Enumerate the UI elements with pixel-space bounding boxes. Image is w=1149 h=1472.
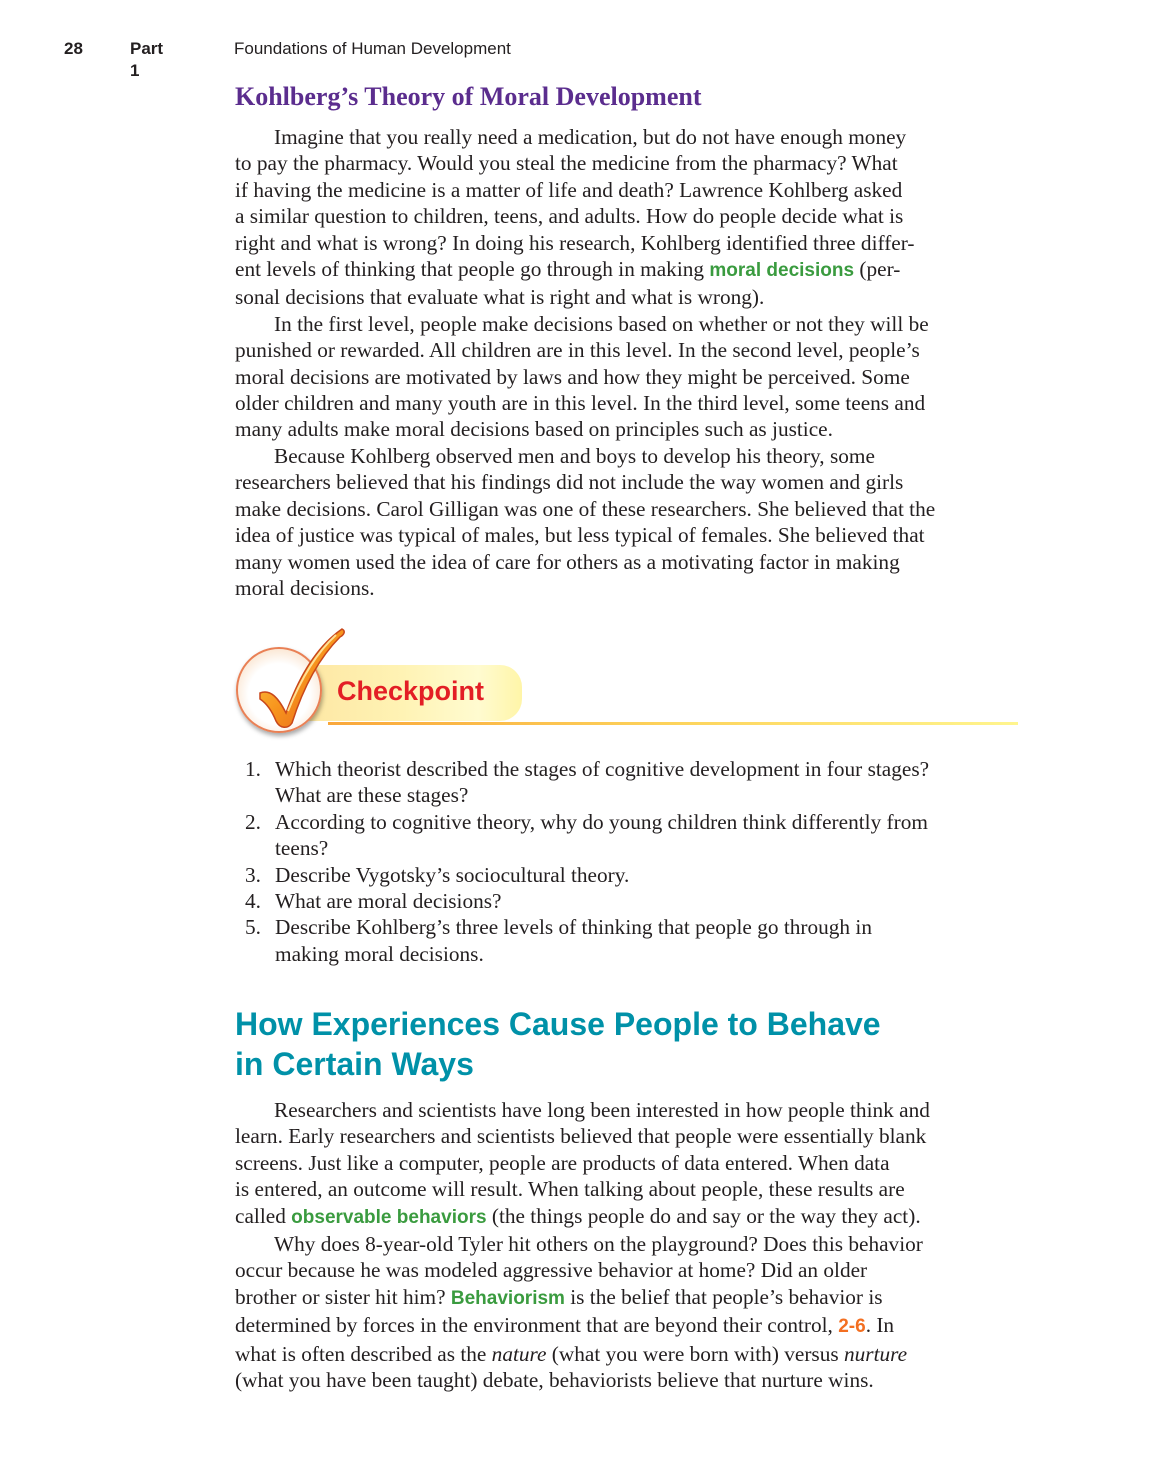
text-line: In the first level, people make decisions based on whether or not they will be xyxy=(274,311,929,336)
question-item xyxy=(240,862,1030,888)
question-item xyxy=(240,809,1030,862)
text-line: According to cognitive theory, why do young children think differently from xyxy=(275,809,928,834)
text-line: What are these stages? xyxy=(275,783,469,808)
page-number: 28 xyxy=(64,39,83,58)
text-line: Describe Kohlberg’s three levels of thinking that people go through in xyxy=(275,915,872,940)
paragraph xyxy=(235,311,1017,443)
text-line: to pay the pharmacy. Would you steal the medicine from the pharmacy? What xyxy=(235,151,898,176)
text-line xyxy=(196,1284,1017,1312)
question-item xyxy=(240,756,1030,809)
section-heading-experiences xyxy=(235,1004,881,1084)
text-line: learn. Early researchers and scientists believed that people were essentially blank xyxy=(235,1124,927,1149)
text-line: Describe Vygotsky’s sociocultural theory. xyxy=(275,862,630,887)
heading-line: in Certain Ways xyxy=(235,1046,474,1082)
paragraph xyxy=(235,1231,1017,1393)
text-line: many adults make moral decisions based on principles such as justice. xyxy=(235,417,833,442)
text-line: (what you have been taught) debate, behaviorists believe that nurture wins. xyxy=(235,1368,874,1393)
text-line: teens? xyxy=(275,836,329,861)
text-run: ent levels of thinking that people go through in making xyxy=(235,257,710,282)
question-number: 1. xyxy=(245,757,261,781)
text-line: What are moral decisions? xyxy=(275,889,502,914)
experiences-body xyxy=(235,1097,1017,1393)
key-term-moral-decisions: moral decisions xyxy=(709,260,855,282)
text-line: a similar question to children, teens, and adults. How do people decide what is xyxy=(235,204,904,229)
paragraph xyxy=(235,1097,1017,1231)
section-heading-kohlberg: Kohlberg’s Theory of Moral Development xyxy=(235,82,702,111)
heading-line: How Experiences Cause People to Behave xyxy=(235,1006,881,1042)
checkpoint-label: Checkpoint xyxy=(337,676,485,706)
text-line: Which theorist described the stages of cognitive development in four stages? xyxy=(275,757,930,781)
text-line: many women used the idea of care for others as a motivating factor in making xyxy=(235,549,900,574)
text-line: screens. Just like a computer, people are products of data entered. When data xyxy=(235,1150,890,1175)
text-line: occur because he was modeled aggressive behavior at home? Did an older xyxy=(235,1258,868,1283)
text-line: make decisions. Carol Gilligan was one of these researchers. She believed that the xyxy=(235,496,936,521)
text-line: sonal decisions that evaluate what is right and what is wrong). xyxy=(235,285,765,310)
text-run: . In xyxy=(865,1313,895,1338)
text-line: Because Kohlberg observed men and boys to develop his theory, some xyxy=(274,443,875,468)
text-line: researchers believed that his findings did not include the way women and girls xyxy=(235,470,904,495)
text-line: is entered, an outcome will result. When talking about people, these results are xyxy=(235,1177,905,1202)
key-term-observable-behaviors: observable behaviors xyxy=(291,1206,487,1228)
text-run: (the things people do and say or the way they act). xyxy=(486,1203,921,1228)
key-term-behaviorism: Behaviorism xyxy=(450,1287,565,1309)
checkmark-icon xyxy=(256,625,346,729)
text-line xyxy=(196,256,1017,284)
kohlberg-body xyxy=(235,124,1017,601)
part-label: Part 1 xyxy=(130,39,164,80)
text-line: punished or rewarded. All children are in this level. In the second level, people’s xyxy=(235,338,920,363)
text-line: Imagine that you really need a medication, but do not have enough money xyxy=(274,125,907,149)
text-line: idea of justice was typical of males, but less typical of females. She believed that xyxy=(235,523,925,548)
text-run: called xyxy=(235,1203,292,1228)
checkpoint-questions xyxy=(240,756,1030,967)
paragraph xyxy=(235,443,1017,601)
question-number: 5. xyxy=(245,915,261,940)
text-run: what is often described as the xyxy=(235,1341,492,1366)
text-line xyxy=(196,1203,1017,1231)
text-line: moral decisions. xyxy=(235,575,375,600)
question-number: 2. xyxy=(245,809,261,834)
checkpoint-banner xyxy=(232,625,1022,745)
text-line: if having the medicine is a matter of life and death? Lawrence Kohlberg asked xyxy=(235,177,903,202)
text-line xyxy=(196,1341,1017,1367)
text-line: making moral decisions. xyxy=(275,941,484,966)
text-line: moral decisions are motivated by laws and how they might be perceived. Some xyxy=(235,364,910,389)
text-line: right and what is wrong? In doing his research, Kohlberg identified three differ- xyxy=(235,230,915,255)
checkpoint-rule xyxy=(328,722,1018,725)
text-run: brother or sister hit him? xyxy=(235,1284,451,1309)
text-run: determined by forces in the environment that are beyond their control, xyxy=(235,1313,839,1338)
paragraph xyxy=(235,124,1017,311)
question-number: 4. xyxy=(245,889,261,914)
text-line xyxy=(196,1312,1017,1340)
question-item xyxy=(240,888,1030,914)
text-run: (per- xyxy=(854,257,901,282)
text-line: older children and many youth are in this level. In the third level, some teens and xyxy=(235,391,926,416)
text-run: is the belief that people’s behavior is xyxy=(564,1284,883,1309)
chapter-title: Foundations of Human Development xyxy=(234,39,511,58)
question-number: 3. xyxy=(245,862,261,887)
italic-term-nurture: nurture xyxy=(843,1341,908,1366)
figure-reference-link[interactable]: 2-6 xyxy=(838,1316,866,1338)
text-line: Why does 8-year-old Tyler hit others on the playground? Does this behavior xyxy=(274,1232,923,1257)
italic-term-nature: nature xyxy=(491,1341,547,1366)
question-item xyxy=(240,914,1030,967)
text-run: (what you were born with) versus xyxy=(546,1341,844,1366)
text-line: Researchers and scientists have long been interested in how people think and xyxy=(274,1098,930,1122)
